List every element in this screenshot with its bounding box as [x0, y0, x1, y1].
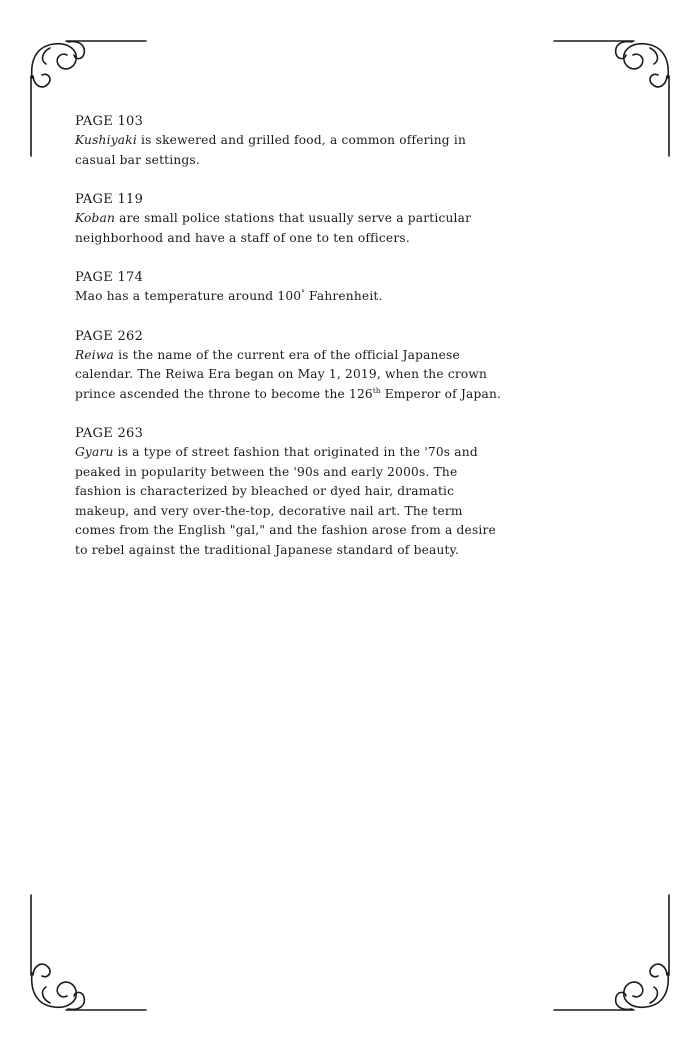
note-definition: is skewered and grilled food, a common offering in casual bar settings. — [75, 133, 467, 167]
note-text — [75, 209, 505, 248]
note-definition: Mao has a temperature around 100 — [75, 289, 302, 303]
note-definition: is the name of the current era of the official Japanese calendar. The Reiwa Era began on May 1, 2019, when the crown prince ascended the throne to become the 126 — [75, 347, 488, 401]
note-text — [75, 131, 505, 170]
note-text — [75, 287, 505, 307]
ordinal-superscript: th — [372, 386, 381, 395]
translation-notes — [75, 112, 505, 580]
note-term: Kushiyaki — [75, 133, 137, 147]
note-page-103 — [75, 112, 505, 170]
note-term: Gyaru — [75, 445, 114, 459]
note-text — [75, 443, 505, 560]
note-definition: is a type of street fashion that originated in the '70s and peaked in popularity between the '90s and early 2000s. The fashion is characterized by bleached or dyed hair, dramatic makeup, and very over-the-top, decorative nail art. The term comes from the English "gal," and the fashion arose from a desire to rebel against the traditional Japanese standard of beauty. — [75, 445, 496, 557]
ornament-icon — [552, 38, 672, 158]
note-definition-end: Fahrenheit. — [304, 289, 383, 303]
corner-ornament-bottom-right — [552, 893, 672, 1013]
note-page-label: PAGE 174 — [75, 270, 144, 285]
note-definition: are small police stations that usually serve a particular neighborhood and have a staff of one to ten officers. — [75, 211, 472, 245]
note-term: Reiwa — [75, 347, 114, 362]
note-page-label: PAGE 262 — [75, 328, 144, 344]
note-page-label: PAGE 119 — [75, 192, 144, 207]
note-term: Koban — [75, 211, 116, 225]
degree-superscript: ° — [301, 288, 305, 297]
note-page-262 — [75, 327, 505, 405]
ornament-icon — [552, 893, 672, 1013]
corner-ornament-bottom-left — [28, 893, 148, 1013]
note-page-label: PAGE 263 — [75, 426, 144, 441]
corner-ornament-top-right — [552, 38, 672, 158]
note-page-174 — [75, 268, 505, 307]
note-definition-end: Emperor of Japan. — [380, 386, 502, 401]
note-page-263 — [75, 424, 505, 560]
note-text — [75, 346, 505, 405]
note-page-119 — [75, 190, 505, 248]
ornament-icon — [28, 893, 148, 1013]
note-page-label: PAGE 103 — [75, 114, 144, 129]
